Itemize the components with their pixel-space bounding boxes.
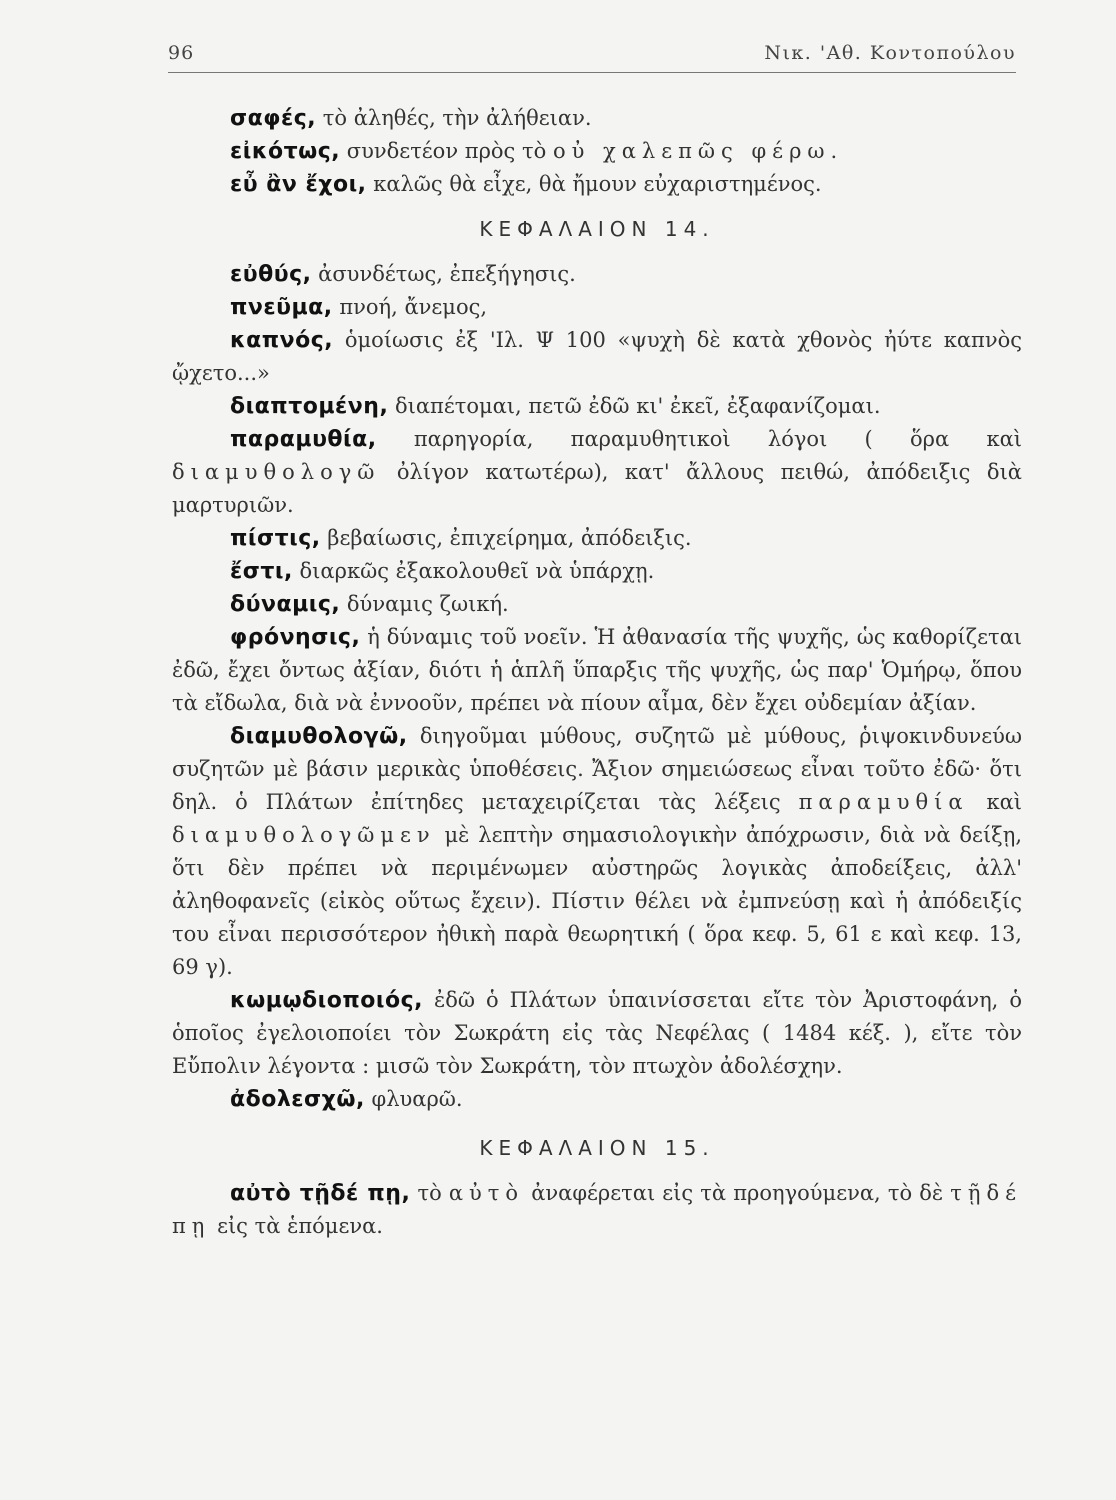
entry-lemma: παραμυθία,: [230, 427, 377, 452]
glossary-entry: [172, 291, 1022, 324]
entry-text: ὁμοίωσις ἐξ 'Ιλ. Ψ 100 «ψυχὴ δὲ κατὰ χθονὸς ἠύτε καπνὸς ᾤχετο...»: [172, 328, 1022, 385]
entry-lemma: πίστις,: [230, 526, 321, 551]
spaced-quote: διαμυθολογῶμεν: [172, 823, 436, 847]
entry-lemma: διαμυθολογῶ,: [230, 724, 408, 749]
entry-text: ἐδῶ ὁ Πλάτων ὑπαινίσσεται εἴτε τὸν Ἀριστοφάνη, ὁ ὁποῖος ἐγελοιοποίει τὸν Σωκράτη εἰς τὰς Νεφέλας ( 1484 κέξ. ), εἴτε τὸν Εὔπολιν λέγοντα : μισῶ τὸν Σωκράτη, τὸν πτωχὸν ἀδολέσχην.: [172, 988, 1022, 1078]
entry-text: ἡ δύναμις τοῦ νοεῖν. Ἡ ἀθανασία τῆς ψυχῆς, ὡς καθορίζεται ἐδῶ, ἔχει ὄντως ἀξίαν, διότι ἡ ἁπλῆ ὕπαρξις τῆς ψυχῆς, ὡς παρ' Ὁμήρῳ, ὅπου τὰ εἴδωλα, διὰ νὰ ἐννοοῦν, πρέπει νὰ πίουν αἷμα, δὲν ἔχει οὐδεμίαν ἀξίαν.: [172, 625, 1022, 715]
glossary-entry: [172, 1083, 1022, 1116]
spaced-quote: αὐτὸ: [448, 1181, 525, 1205]
chapter-heading: ΚΕΦΑΛΑΙΟΝ 15.: [479, 1136, 715, 1160]
entry-text: φλυαρῶ.: [364, 1087, 463, 1111]
page-header: [168, 42, 1016, 73]
entry-text-tail: μὲ λεπτὴν σημασιολογικὴν ἀπόχρωσιν, διὰ νὰ δείξῃ, ὅτι δὲν πρέπει νὰ περιμένωμεν αὐστηρῶς λογικὰς ἀποδείξεις, ἀλλ' ἀληθοφανεῖς (εἰκὸς οὕτως ἔχειν). Πίστιν θέλει νὰ ἐμπνεύσῃ καὶ ἡ ἀπόδειξίς του εἶναι περισσότερον ἠθικὴ παρὰ θεωρητική ( ὅρα κεφ. 5, 61 ε καὶ κεφ. 13, 69 γ).: [172, 823, 1022, 979]
glossary-entry: [172, 135, 1022, 168]
entry-text: διαπέτομαι, πετῶ ἐδῶ κι' ἐκεῖ, ἐξαφανίζομαι.: [388, 394, 881, 418]
entry-lemma: καπνός,: [230, 328, 334, 353]
entry-text-tail: ὀλίγον κατωτέρω), κατ' ἄλλους πειθώ, ἀπόδειξις διὰ μαρτυριῶν.: [172, 460, 1022, 517]
entry-lemma: εὐθύς,: [230, 262, 312, 287]
glossary-entry: [172, 984, 1022, 1083]
entry-lemma: διαπτομένη,: [230, 394, 389, 419]
glossary-entry: [172, 102, 1022, 135]
entry-text: βεβαίωσις, ἐπιχείρημα, ἀπόδειξις.: [320, 526, 692, 550]
entry-text: καλῶς θὰ εἶχε, θὰ ἤμουν εὐχαριστημένος.: [366, 172, 822, 196]
entry-text-mid: ἀναφέρεται εἰς τὰ προηγούμενα, τὸ δὲ: [524, 1181, 951, 1205]
spaced-quote: οὐ χαλεπῶς φέρω: [552, 139, 831, 163]
chapter-heading: ΚΕΦΑΛΑΙΟΝ 14.: [479, 217, 715, 241]
spaced-quote: τῇδέ πῃ: [172, 1181, 1022, 1238]
entry-lemma: πνεῦμα,: [230, 295, 333, 320]
entry-text: διηγοῦμαι μύθους, συζητῶ μὲ μύθους, ῥιψοκινδυνεύω συζητῶν μὲ βάσιν μερικὰς ὑποθέσεις. Ἄξιον σημειώσεως εἶναι τοῦτο ἐδῶ· ὅτι δηλ. ὁ Πλάτων ἐπίτηδες μεταχειρίζεται τὰς λέξεις: [172, 724, 1022, 814]
entry-lemma: κωμῳδιοποιός,: [230, 988, 423, 1013]
entry-lemma: δύναμις,: [230, 592, 341, 617]
glossary-entry: [172, 390, 1022, 423]
running-title: Νικ. 'Αθ. Κοντοπούλου: [764, 42, 1016, 64]
entry-lemma: φρόνησις,: [230, 625, 361, 650]
entry-lemma: εἰκότως,: [230, 139, 341, 164]
glossary-entry: [172, 588, 1022, 621]
entry-text: παρηγορία, παραμυθητικοὶ λόγοι ( ὅρα καὶ: [376, 427, 1022, 451]
entry-lemma: αὐτὸ τῇδέ πῃ,: [230, 1181, 411, 1206]
entry-text: ἀσυνδέτως, ἐπεξήγησις.: [311, 262, 576, 286]
page-body: [172, 102, 1022, 1243]
spaced-quote: διαμυθολογῶ: [172, 460, 381, 484]
entry-text: τὸ: [410, 1181, 449, 1205]
glossary-entry: [172, 168, 1022, 201]
glossary-entry: [172, 522, 1022, 555]
entry-text: τὸ ἀληθές, τὴν ἀλήθειαν.: [316, 106, 592, 130]
page-number: 96: [168, 42, 195, 64]
glossary-entry: [172, 423, 1022, 522]
entry-text: συνδετέον πρὸς τὸ: [340, 139, 553, 163]
entry-lemma: ἀδολεσχῶ,: [230, 1087, 365, 1112]
glossary-entry: [172, 1177, 1022, 1243]
entry-text-mid: καὶ: [968, 790, 1022, 814]
glossary-entry: [172, 258, 1022, 291]
entry-text: δύναμις ζωική.: [340, 592, 509, 616]
entry-lemma: ἔστι,: [230, 559, 293, 584]
glossary-entry: [172, 324, 1022, 390]
glossary-entry: [172, 555, 1022, 588]
glossary-entry: [172, 621, 1022, 720]
glossary-entry: [172, 720, 1022, 984]
entry-lemma: σαφές,: [230, 106, 317, 131]
entry-lemma: εὖ ἂν ἔχοι,: [230, 172, 367, 197]
entry-text-tail: .: [830, 139, 838, 163]
entry-text-tail: εἰς τὰ ἑπόμενα.: [210, 1214, 383, 1238]
entry-text: πνοή, ἄνεμος,: [332, 295, 488, 319]
entry-text: διαρκῶς ἐξακολουθεῖ νὰ ὑπάρχῃ.: [292, 559, 655, 583]
spaced-quote: παραμυθία: [798, 790, 969, 814]
